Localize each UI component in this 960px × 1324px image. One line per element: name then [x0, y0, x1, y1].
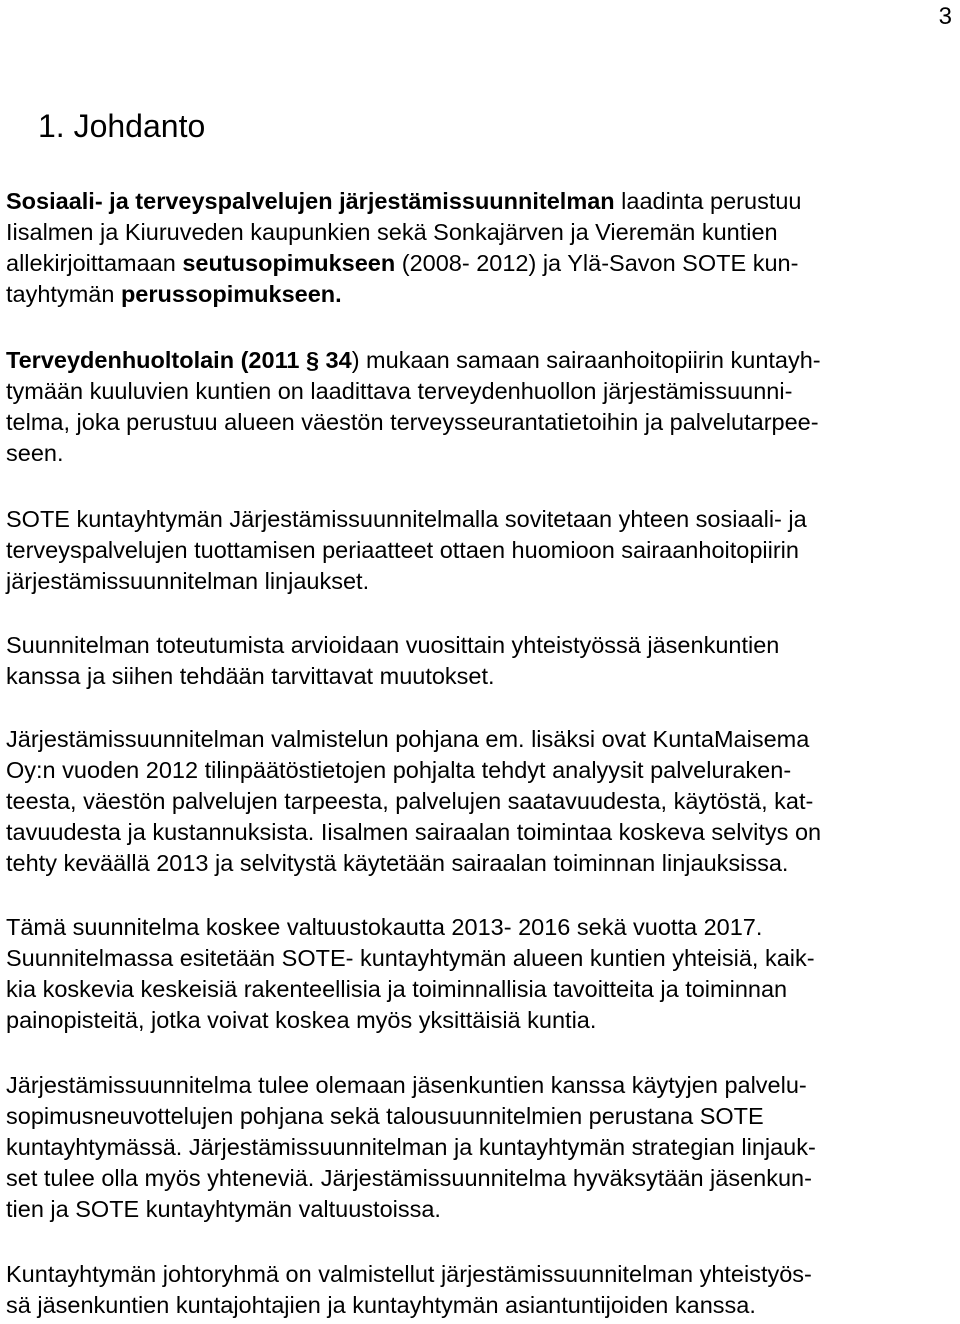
page-number: 3 [938, 3, 952, 30]
p2-line-1-rest: ) mukaan samaan sairaanhoitopiirin kuntayh- [351, 347, 821, 373]
p6-line-3: kia koskevia keskeisiä rakenteellisia ja toiminnallisia tavoitteita ja toiminnan [6, 976, 788, 1002]
p7-line-5: tien ja SOTE kuntayhtymän valtuustoissa. [6, 1196, 441, 1222]
p5-line-5: tehty keväällä 2013 ja selvitystä käytetään sairaalan toiminnan linjauksissa. [6, 850, 789, 876]
p1-line-1-rest: laadinta perustuu [614, 188, 802, 214]
p6-line-4: painopisteitä, jotka voivat koskea myös yksittäisiä kuntia. [6, 1007, 597, 1033]
p8-line-1: Kuntayhtymän johtoryhmä on valmistellut järjestämissuunnitelman yhteistyös- [6, 1261, 812, 1287]
p5-line-4: tavuudesta ja kustannuksista. Iisalmen sairaalan toimintaa koskeva selvitys on [6, 819, 822, 845]
p1-line-4 [6, 279, 802, 310]
p2-bold-law: Terveydenhuoltolain (2011 [6, 347, 306, 373]
p1-bold-perussopimus: perussopimukseen. [120, 281, 342, 307]
chapter-heading: 1. Johdanto [38, 108, 206, 144]
p7-line-1: Järjestämissuunnitelma tulee olemaan jäsenkuntien kanssa käytyjen palvelu- [6, 1072, 807, 1098]
p5-line-2: Oy:n vuoden 2012 tilinpäätöstietojen pohjalta tehdyt analyysit palveluraken- [6, 757, 792, 783]
p1-line-4-pre: tayhtymän [6, 281, 121, 307]
p7-line-4: set tulee olla myös yhteneviä. Järjestämissuunnitelma hyväksytään jäsenkun- [6, 1165, 812, 1191]
p3-line-1: SOTE kuntayhtymän Järjestämissuunnitelmalla sovitetaan yhteen sosiaali- ja [6, 506, 807, 532]
p2-line-3: telma, joka perustuu alueen väestön terveysseurantatietoihin ja palvelutarpee- [6, 409, 819, 435]
p1-bold-seutusopimus: seutusopimukseen [182, 250, 396, 276]
p1-line-3-rest: (2008- 2012) ja Ylä-Savon SOTE kun- [395, 250, 799, 276]
paragraph-4 [6, 630, 779, 692]
p1-line-3 [6, 248, 802, 279]
paragraph-8 [6, 1259, 812, 1321]
p1-line-2: Iisalmen ja Kiuruveden kaupunkien sekä Sonkajärven ja Vieremän kuntien [6, 219, 778, 245]
paragraph-5 [6, 724, 821, 879]
p2-line-1 [6, 345, 821, 376]
p2-line-4: seen. [6, 440, 64, 466]
p1-bold-title: Sosiaali- ja terveyspalvelujen järjestämissuunnitelman [6, 188, 615, 214]
paragraph-3 [6, 504, 807, 597]
p3-line-2: terveyspalvelujen tuottamisen periaatteet ottaen huomioon sairaanhoitopiirin [6, 537, 799, 563]
section-sign: § [305, 347, 320, 373]
p6-line-2: Suunnitelmassa esitetään SOTE- kuntayhtymän alueen kuntien yhteisiä, kaik- [6, 945, 815, 971]
p7-line-2: sopimusneuvottelujen pohjana sekä talousuunnitelmien perustana SOTE [6, 1103, 764, 1129]
p5-line-1: Järjestämissuunnitelman valmistelun pohjana em. lisäksi ovat KuntaMaisema [6, 726, 810, 752]
p8-line-2: sä jäsenkuntien kuntajohtajien ja kuntayhtymän asiantuntijoiden kanssa. [6, 1292, 756, 1318]
p4-line-1: Suunnitelman toteutumista arvioidaan vuosittain yhteistyössä jäsenkuntien [6, 632, 780, 658]
p6-line-1: Tämä suunnitelma koskee valtuustokautta 2013- 2016 sekä vuotta 2017. [6, 914, 763, 940]
paragraph-6 [6, 912, 815, 1036]
p1-line-3-pre: allekirjoittamaan [6, 250, 183, 276]
p3-line-3: järjestämissuunnitelman linjaukset. [6, 568, 370, 594]
paragraph-7 [6, 1070, 816, 1225]
p2-line-2: tymään kuuluvien kuntien on laadittava terveydenhuollon järjestämissuunni- [6, 378, 793, 404]
paragraph-2 [6, 345, 821, 469]
p5-line-3: teesta, väestön palvelujen tarpeesta, palvelujen saatavuudesta, käytöstä, kat- [6, 788, 814, 814]
p4-line-2: kanssa ja siihen tehdään tarvittavat muutokset. [6, 663, 495, 689]
p7-line-3: kuntayhtymässä. Järjestämissuunnitelman ja kuntayhtymän strategian linjauk- [6, 1134, 816, 1160]
p2-bold-section-number: 34 [319, 347, 352, 373]
p1-line-1 [6, 186, 802, 217]
paragraph-1 [6, 186, 802, 310]
